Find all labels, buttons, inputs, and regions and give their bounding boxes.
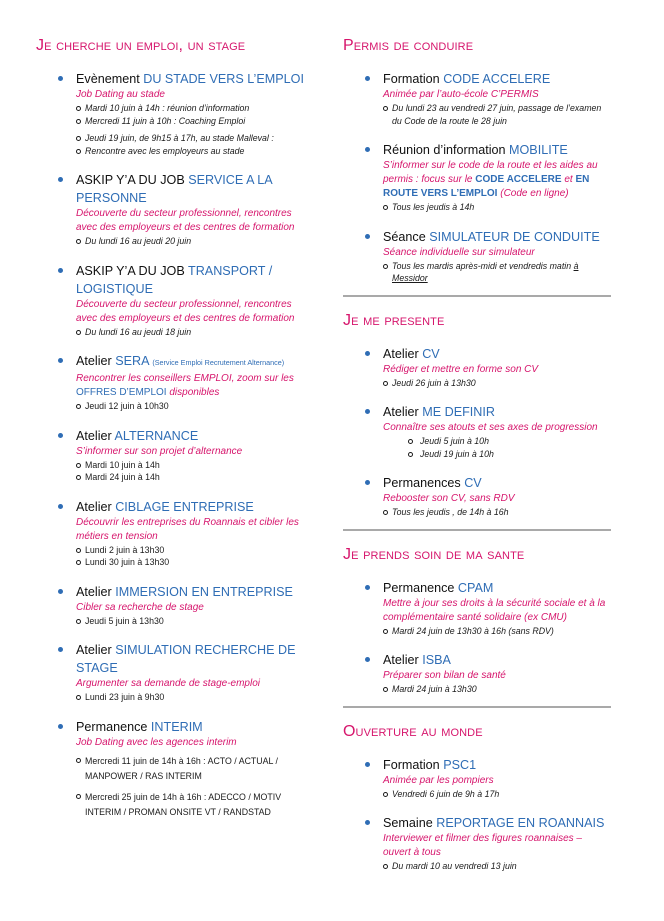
event-dates (383, 102, 611, 127)
event-dates (76, 400, 314, 413)
event-date: Tous les jeudis à 14h (383, 201, 611, 214)
event-heading (383, 345, 611, 363)
event-dates (76, 235, 314, 248)
event-date-text: Rencontre avec les employeurs au stade (85, 145, 245, 156)
event-date: Mercredi 25 juin de 14h à 16h : ADECCO / MOTIV INTERIM / PROMAN ONSITE VT / RANDSTAD (76, 790, 314, 820)
event-title: CV (422, 346, 440, 361)
event-description: Mettre à jour ses droits à la sécurité sociale et à la complémentaire santé solidaire (ex CMU) (383, 597, 606, 623)
event-type: Atelier (383, 346, 419, 361)
event-date: Mercredi 11 juin de 14h à 16h : ACTO / ACTUAL / MANPOWER / RAS INTERIM (76, 754, 314, 784)
event-item (343, 756, 611, 801)
event-type: Evènement (76, 72, 140, 86)
section-divider (343, 529, 611, 531)
bullet-icon (365, 351, 370, 356)
event-heading (76, 262, 314, 298)
event-heading (383, 756, 611, 774)
event-type: Atelier (76, 354, 112, 368)
event-description: Animée par l’auto-école C’PERMIS (383, 89, 539, 100)
bullet-icon (58, 76, 63, 81)
event-heading (383, 70, 611, 88)
event-type: Atelier (383, 653, 419, 667)
event-dates (76, 615, 314, 628)
event-dates (76, 326, 314, 339)
event-date: Mardi 24 juin de 13h30 à 16h (sans RDV) (383, 625, 611, 638)
event-date-continued (76, 145, 314, 158)
event-date: Mardi 24 juin à 14h (76, 471, 314, 484)
event-date: Du mardi 10 au vendredi 13 juin (383, 860, 611, 873)
section-title-monde: Ouverture au monde (343, 722, 483, 740)
event-item (343, 228, 611, 285)
event-date: Du lundi 16 au jeudi 18 juin (76, 326, 314, 339)
event-heading (383, 814, 611, 832)
event-description: Rédiger et mettre en forme son CV (383, 363, 539, 375)
desc-highlight: CODE ACCELERE (475, 174, 562, 185)
section-title-presente: Je me presente (343, 311, 445, 329)
event-item (36, 70, 314, 157)
event-date: Jeudi 5 juin à 10h (383, 435, 611, 448)
event-date: Mardi 10 juin à 14h (76, 459, 314, 472)
desc-text: S’informer sur le code de la route et les aides au permis : focus sur le (383, 160, 598, 185)
event-dates (383, 625, 611, 638)
event-type: Formation (383, 757, 440, 772)
event-type: Semaine (383, 816, 433, 830)
event-description: Découvrir les entreprises du Roannais et cibler les métiers en tension (76, 516, 299, 542)
desc-text: et (564, 174, 573, 185)
bullet-icon (365, 234, 370, 239)
event-type: Permanence (76, 719, 148, 734)
event-heading (383, 651, 611, 669)
desc-highlight: OFFRES D’EMPLOI (76, 387, 167, 398)
left-column (36, 36, 314, 834)
bullet-icon (58, 177, 63, 182)
event-heading (383, 474, 611, 492)
event-date: Du lundi 23 au vendredi 27 juin, passage de l’examen du Code de la route le 28 juin (383, 102, 611, 127)
event-date: Mercredi 11 juin à 10h : Coaching Emploi (76, 115, 314, 128)
section-title-emploi: Je cherche un emploi, un stage (36, 37, 246, 54)
desc-highlight: EN ROUTE VERS L’EMPLOI (383, 174, 590, 199)
event-dates (383, 260, 611, 285)
event-description: Découverte du secteur professionnel, rencontres avec des employeurs et des centres de formation (76, 298, 295, 324)
event-description: Job Dating au stade (76, 89, 165, 100)
desc-text: (Code en ligne) (500, 188, 569, 199)
event-date-text: Tous les mardis après-midi et vendredis matin (392, 260, 572, 271)
event-title: SERA (115, 354, 149, 368)
event-heading (76, 641, 314, 677)
event-heading (76, 427, 314, 445)
event-title: CV (464, 476, 482, 490)
event-date: Jeudi 19 juin à 10h (383, 448, 611, 461)
event-heading (383, 403, 611, 421)
event-item (36, 718, 314, 820)
event-description: Séance individuelle sur simulateur (383, 246, 535, 258)
event-title: SIMULATEUR DE CONDUITE (429, 229, 600, 244)
bullet-icon (58, 433, 63, 438)
bullet-icon (365, 820, 370, 825)
section-divider (343, 706, 611, 708)
bullet-icon (365, 480, 370, 485)
event-item (343, 70, 611, 127)
bullet-icon (58, 589, 63, 594)
event-type: Permanence (383, 580, 455, 595)
event-type: Formation (383, 72, 440, 86)
event-title: CPAM (457, 580, 494, 595)
bullet-icon (58, 504, 63, 509)
event-description: S’informer sur son projet d’alternance (76, 445, 243, 457)
event-title: ME DEFINIR (422, 405, 495, 419)
event-description: Connaître ses atouts et ses axes de progression (383, 422, 598, 433)
event-description: Rebooster son CV, sans RDV (383, 493, 515, 504)
event-item (36, 171, 314, 248)
desc-text: Rencontrer les conseillers EMPLOI, zoom sur les (76, 373, 294, 384)
event-dates (383, 860, 611, 873)
event-title: ISBA (422, 653, 451, 667)
event-description: Interviewer et filmer des figures roannaises – ouvert à tous (383, 833, 582, 858)
right-column (343, 36, 611, 887)
event-type: Atelier (76, 643, 112, 657)
event-date: Mardi 24 juin à 13h30 (383, 683, 611, 696)
bullet-icon (365, 147, 370, 152)
event-date: Jeudi 26 juin à 13h30 (383, 377, 611, 390)
event-date (383, 260, 611, 285)
event-date: Lundi 23 juin à 9h30 (76, 691, 314, 704)
event-title: TRANSPORT / LOGISTIQUE (76, 263, 273, 296)
event-heading (76, 70, 314, 88)
event-date: Jeudi 12 juin à 10h30 (76, 400, 314, 413)
bullet-icon (365, 762, 370, 767)
event-date: Lundi 2 juin à 13h30 (76, 544, 314, 557)
event-heading (383, 228, 611, 246)
event-item (36, 427, 314, 484)
event-title: CIBLAGE ENTREPRISE (115, 499, 254, 514)
event-date-place: à Messidor (392, 260, 579, 283)
event-date: Lundi 30 juin à 13h30 (76, 556, 314, 569)
section-divider (343, 295, 611, 297)
event-dates (383, 435, 611, 460)
bullet-icon (365, 76, 370, 81)
event-type: Séance (383, 229, 426, 244)
event-title: INTERIM (150, 719, 203, 734)
event-description: Préparer son bilan de santé (383, 670, 506, 681)
bullet-icon (58, 268, 63, 273)
event-item (36, 352, 314, 413)
event-type: Atelier (76, 428, 112, 443)
event-description: Cibler sa recherche de stage (76, 601, 204, 613)
event-item (36, 641, 314, 704)
event-description (383, 159, 611, 201)
event-date: Vendredi 6 juin de 9h à 17h (383, 788, 611, 801)
event-item (343, 403, 611, 460)
event-type: ASKIP Y’A DU JOB (76, 173, 185, 187)
event-item (36, 262, 314, 339)
event-description: Animée par les pompiers (383, 774, 494, 786)
bullet-icon (58, 358, 63, 363)
event-dates (76, 102, 314, 157)
desc-text: disponibles (169, 387, 220, 398)
event-item (343, 651, 611, 696)
bullet-icon (365, 409, 370, 414)
event-title-note: (Service Emploi Recrutement Alternance) (152, 358, 285, 367)
event-type: Atelier (76, 499, 112, 514)
section-title-sante: Je prends soin de ma sante (343, 545, 525, 563)
event-item (36, 583, 314, 628)
event-heading (383, 141, 611, 159)
bullet-icon (58, 647, 63, 652)
section-title-permis: Permis de conduire (343, 37, 474, 54)
event-title: REPORTAGE EN ROANNAIS (436, 816, 605, 830)
event-description: Argumenter sa demande de stage-emploi (76, 678, 260, 689)
event-date: Du lundi 16 au jeudi 20 juin (76, 235, 314, 248)
event-title: IMMERSION EN ENTREPRISE (115, 584, 293, 599)
event-title: CODE ACCELERE (443, 72, 551, 86)
event-title: SIMULATION RECHERCHE DE STAGE (76, 643, 296, 675)
event-title: PSC1 (443, 757, 477, 772)
event-type: Atelier (76, 584, 112, 599)
event-item (343, 141, 611, 214)
event-description: Job Dating avec les agences interim (76, 736, 237, 748)
event-type: Réunion d’information (383, 143, 506, 157)
event-title: MOBILITE (509, 143, 568, 157)
event-dates (383, 788, 611, 801)
event-heading (383, 579, 611, 597)
event-heading (76, 352, 314, 372)
event-item (343, 345, 611, 390)
event-heading (76, 583, 314, 601)
event-item (36, 498, 314, 569)
event-date: Mardi 10 juin à 14h : réunion d’information (76, 102, 314, 115)
event-type: ASKIP Y’A DU JOB (76, 263, 185, 278)
bullet-icon (365, 657, 370, 662)
event-dates (76, 691, 314, 704)
event-heading (76, 718, 314, 736)
event-type: Atelier (383, 405, 419, 419)
event-description: Découverte du secteur professionnel, rencontres avec des employeurs et des centres de formation (76, 208, 295, 233)
event-dates (383, 201, 611, 214)
bullet-icon (58, 724, 63, 729)
event-dates (383, 377, 611, 390)
event-title: DU STADE VERS L’EMPLOI (143, 72, 304, 86)
event-dates (76, 544, 314, 569)
event-item (343, 474, 611, 519)
event-description (76, 372, 314, 400)
event-date: Jeudi 5 juin à 13h30 (76, 615, 314, 628)
event-dates (383, 683, 611, 696)
event-title: SERVICE A LA PERSONNE (76, 173, 273, 205)
event-dates (383, 506, 611, 519)
event-item (343, 814, 611, 873)
event-item (343, 579, 611, 638)
event-title: ALTERNANCE (114, 428, 199, 443)
bullet-icon (365, 585, 370, 590)
event-heading (76, 171, 314, 207)
event-heading (76, 498, 314, 516)
event-type: Permanences (383, 476, 461, 490)
event-dates (76, 459, 314, 484)
event-date: Jeudi 19 juin, de 9h15 à 17h, au stade Malleval : (76, 132, 314, 145)
event-dates (76, 754, 314, 820)
event-date: Tous les jeudis , de 14h à 16h (383, 506, 611, 519)
